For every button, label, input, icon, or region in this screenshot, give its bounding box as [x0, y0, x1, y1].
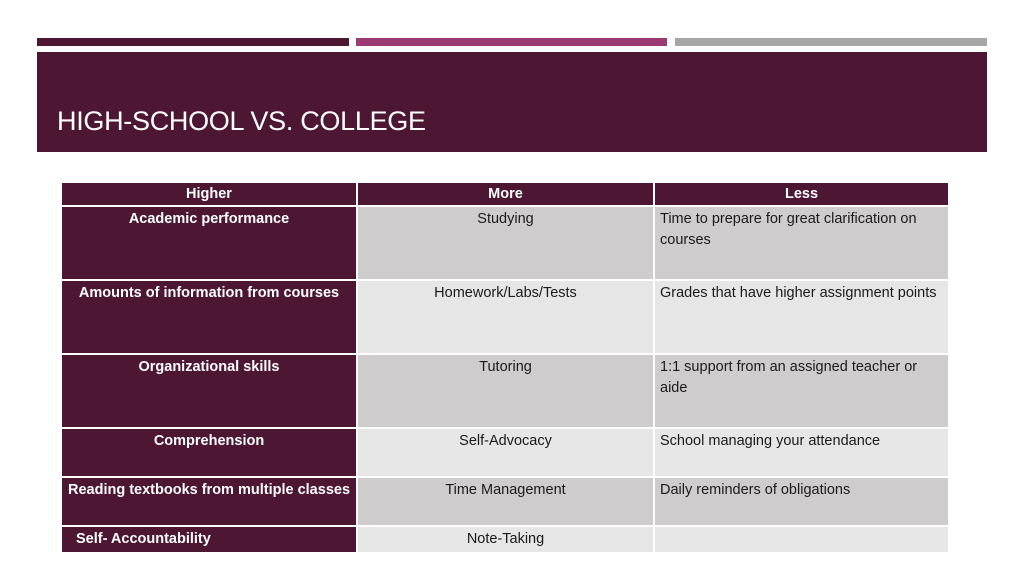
cell-more: Studying	[357, 206, 654, 280]
cell-more: Note-Taking	[357, 526, 654, 553]
cell-more: Self-Advocacy	[357, 428, 654, 477]
accent-bars	[37, 38, 987, 46]
row-label: Organizational skills	[62, 354, 357, 428]
row-label: Comprehension	[62, 428, 357, 477]
header-more: More	[357, 183, 654, 206]
comparison-table	[62, 183, 948, 554]
table-header-row	[62, 183, 948, 206]
cell-less: Grades that have higher assignment points	[654, 280, 948, 354]
title-band	[37, 52, 987, 152]
table-row	[62, 206, 948, 280]
slide-title: HIGH-SCHOOL VS. COLLEGE	[57, 106, 426, 136]
cell-more: Time Management	[357, 477, 654, 526]
cell-less	[654, 526, 948, 553]
cell-less: Time to prepare for great clarification on courses	[654, 206, 948, 280]
table-row	[62, 354, 948, 428]
accent-bar-maroon	[37, 38, 349, 46]
header-higher: Higher	[62, 183, 357, 206]
row-label: Reading textbooks from multiple classes	[62, 477, 357, 526]
cell-less: Daily reminders of obligations	[654, 477, 948, 526]
row-label: Amounts of information from courses	[62, 280, 357, 354]
row-label: Academic performance	[62, 206, 357, 280]
cell-more: Homework/Labs/Tests	[357, 280, 654, 354]
header-less: Less	[654, 183, 948, 206]
table-row	[62, 280, 948, 354]
cell-more: Tutoring	[357, 354, 654, 428]
row-label: Self- Accountability	[62, 526, 357, 553]
accent-bar-gray	[675, 38, 987, 46]
table-row	[62, 477, 948, 526]
table-row	[62, 428, 948, 477]
table-row	[62, 526, 948, 553]
cell-less: School managing your attendance	[654, 428, 948, 477]
accent-bar-magenta	[356, 38, 667, 46]
cell-less: 1:1 support from an assigned teacher or aide	[654, 354, 948, 428]
